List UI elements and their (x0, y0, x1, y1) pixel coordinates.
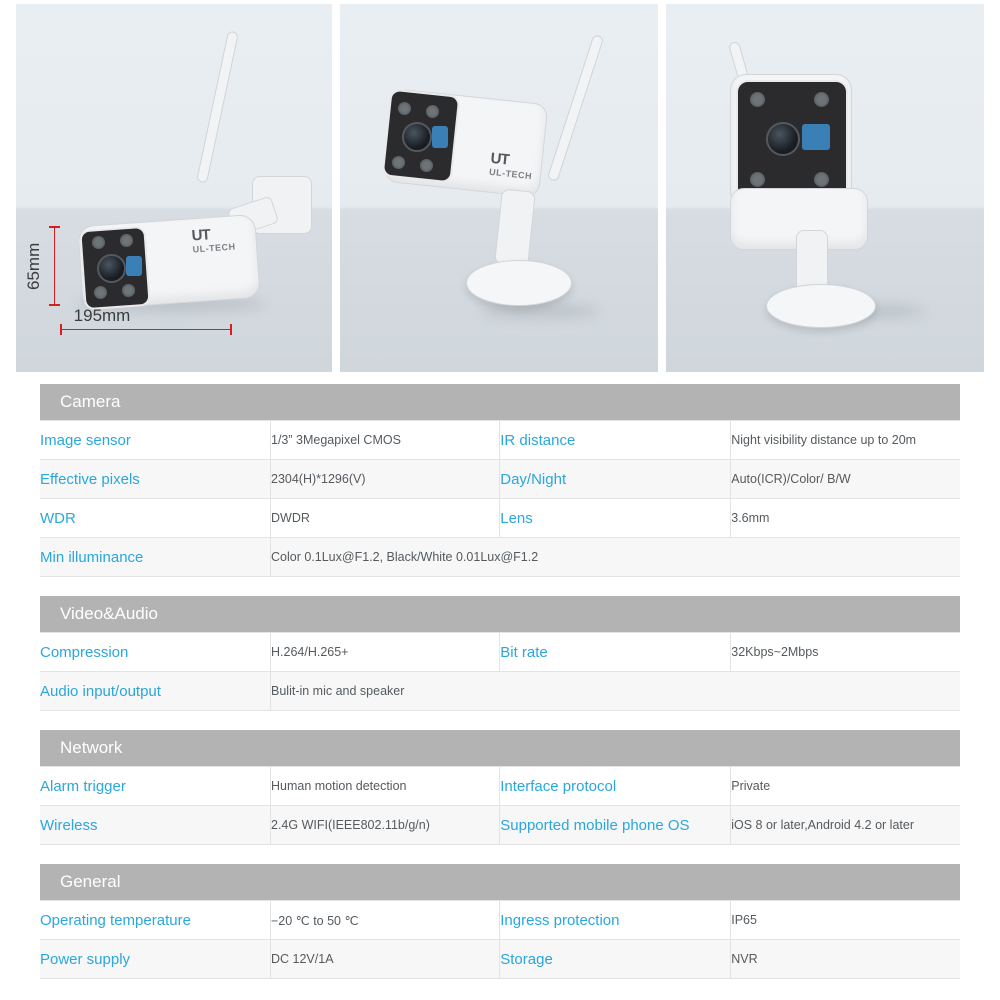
spec-value: Color 0.1Lux@F1.2, Black/White 0.01Lux@F1.2 (271, 538, 961, 577)
spec-section-camera (40, 384, 960, 577)
spec-key: Day/Night (500, 460, 731, 499)
spec-value: Private (731, 767, 960, 806)
mount-base (766, 284, 876, 328)
table-row (40, 499, 960, 538)
spec-key: WDR (40, 499, 271, 538)
light-bar (802, 124, 830, 150)
ir-led-icon (392, 156, 405, 169)
camera-lens (97, 254, 126, 283)
spec-value: DWDR (271, 499, 500, 538)
camera-lens (766, 122, 800, 156)
spec-value: Night visibility distance up to 20m (731, 421, 960, 460)
spec-key: Power supply (40, 940, 271, 979)
gallery-image-front-view[interactable] (666, 4, 984, 372)
spec-value: 1/3” 3Megapixel CMOS (271, 421, 500, 460)
table-row (40, 806, 960, 845)
ir-led-icon (814, 172, 829, 187)
table-row (40, 767, 960, 806)
spec-value: H.264/H.265+ (271, 633, 500, 672)
width-dimension-label: 195mm (73, 306, 131, 325)
section-title: Video&Audio (40, 596, 960, 632)
light-bar (126, 256, 142, 276)
ir-led-icon (750, 92, 765, 107)
light-bar (432, 126, 448, 148)
table-row (40, 460, 960, 499)
spec-value: Bulit-in mic and speaker (271, 672, 961, 711)
brand-logo: UT UL-TECH (191, 226, 236, 255)
spec-key: Supported mobile phone OS (500, 806, 731, 845)
spec-key: Lens (500, 499, 731, 538)
table-row (40, 940, 960, 979)
ir-led-icon (92, 236, 105, 249)
specifications (0, 372, 1000, 979)
ir-led-icon (426, 105, 439, 118)
ir-led-icon (814, 92, 829, 107)
spec-value: Auto(ICR)/Color/ B/W (731, 460, 960, 499)
mount-base (466, 260, 572, 306)
section-title: Camera (40, 384, 960, 420)
table-row (40, 672, 960, 711)
spec-key: Bit rate (500, 633, 731, 672)
spec-key: Effective pixels (40, 460, 271, 499)
spec-key: Audio input/output (40, 672, 271, 711)
spec-table (40, 766, 960, 845)
gallery-image-angled-view[interactable] (340, 4, 658, 372)
table-row (40, 633, 960, 672)
table-row (40, 901, 960, 940)
spec-key: Wireless (40, 806, 271, 845)
height-dimension-label: 65mm (24, 242, 43, 290)
ir-led-icon (398, 102, 411, 115)
spec-section-general (40, 864, 960, 979)
gallery-image-side-view[interactable] (16, 4, 332, 372)
mount-arm (494, 188, 536, 267)
width-dimension-line (60, 329, 232, 330)
section-title: General (40, 864, 960, 900)
spec-section-video-audio (40, 596, 960, 711)
ir-led-icon (750, 172, 765, 187)
spec-key: Alarm trigger (40, 767, 271, 806)
ir-led-icon (120, 234, 133, 247)
spec-value: iOS 8 or later,Android 4.2 or later (731, 806, 960, 845)
spec-value: Human motion detection (271, 767, 500, 806)
spec-key: Compression (40, 633, 271, 672)
table-row (40, 538, 960, 577)
spec-key: Interface protocol (500, 767, 731, 806)
camera-shadow (480, 304, 600, 318)
spec-table (40, 900, 960, 979)
spec-value: NVR (731, 940, 960, 979)
ir-led-icon (420, 159, 433, 172)
spec-key: Ingress protection (500, 901, 731, 940)
ir-led-icon (94, 286, 107, 299)
table-row (40, 421, 960, 460)
spec-value: −20 ℃ to 50 ℃ (271, 901, 500, 940)
ir-led-icon (122, 284, 135, 297)
spec-value: 3.6mm (731, 499, 960, 538)
spec-key: Min illuminance (40, 538, 271, 577)
spec-key: IR distance (500, 421, 731, 460)
brand-logo: UT UL-TECH (488, 149, 533, 182)
spec-value: 32Kbps~2Mbps (731, 633, 960, 672)
spec-section-network (40, 730, 960, 845)
spec-key: Image sensor (40, 421, 271, 460)
product-image-gallery (0, 0, 1000, 372)
section-title: Network (40, 730, 960, 766)
spec-value: DC 12V/1A (271, 940, 500, 979)
spec-table (40, 420, 960, 577)
spec-value: 2.4G WIFI(IEEE802.11b/g/n) (271, 806, 500, 845)
antenna-icon (196, 31, 239, 184)
spec-key: Operating temperature (40, 901, 271, 940)
spec-key: Storage (500, 940, 731, 979)
spec-value: IP65 (731, 901, 960, 940)
camera-lens (402, 122, 432, 152)
spec-table (40, 632, 960, 711)
height-dimension-line (54, 226, 55, 306)
antenna-icon (547, 34, 604, 182)
spec-value: 2304(H)*1296(V) (271, 460, 500, 499)
